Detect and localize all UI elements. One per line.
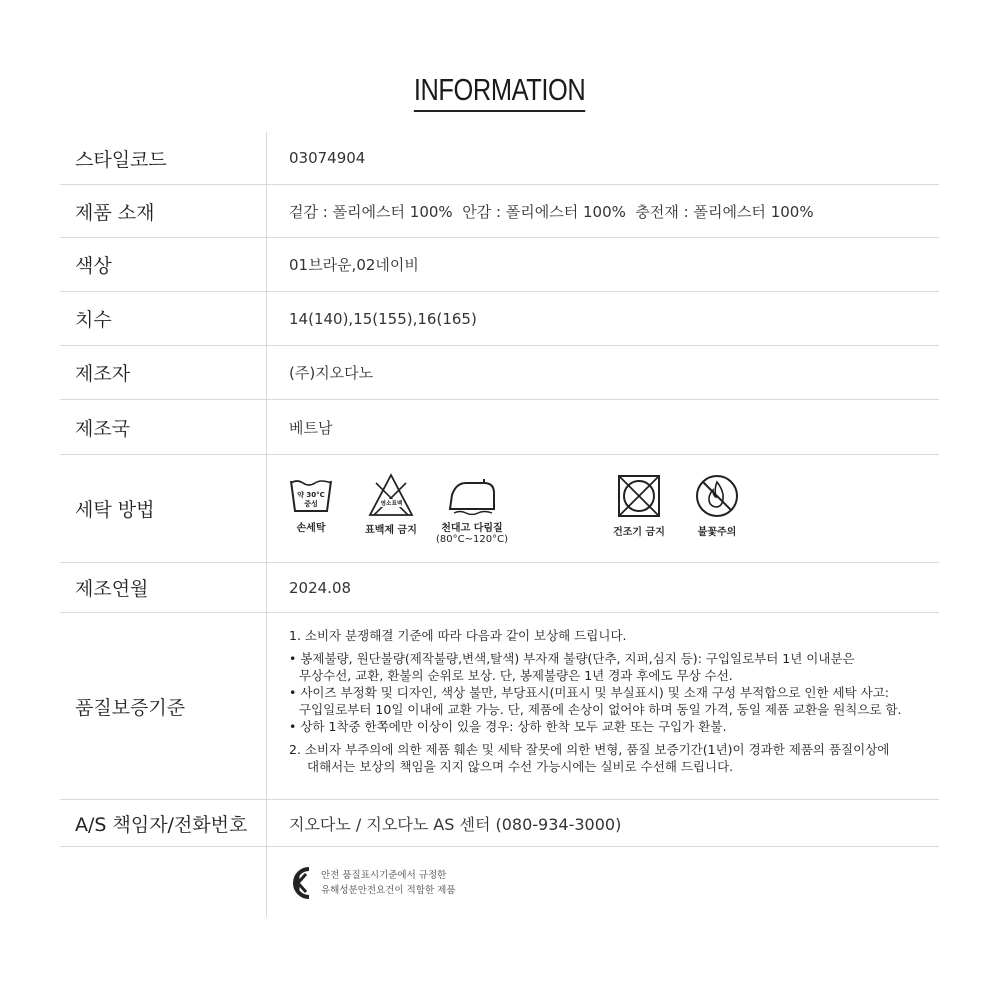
row-label: 품질보증기준	[60, 613, 267, 799]
quality-line: • 상하 1착중 한쪽에만 이상이 있을 경우: 상하 한착 모두 교환 또는 구입가 환불.	[289, 719, 727, 734]
fire-caution-symbol	[685, 473, 749, 538]
iron-symbol	[427, 475, 517, 545]
row-label: A/S 책임자/전화번호	[60, 800, 267, 846]
row-washing	[60, 455, 939, 563]
row-date	[60, 563, 939, 613]
row-label: 색상	[60, 238, 267, 291]
row-value: 겉감 : 폴리에스터 100% 안감 : 폴리에스터 100% 충전재 : 폴리에스터 100%	[289, 202, 814, 221]
row-value: (주)지오다노	[289, 364, 374, 382]
kc-text-line1: 안전 품질표시기준에서 규정한	[321, 870, 447, 881]
washing-symbols	[267, 455, 939, 562]
hand-wash-detergent: 중성	[304, 500, 318, 508]
row-style-code	[60, 132, 939, 185]
row-label: 스타일코드	[60, 132, 267, 184]
hand-wash-symbol	[287, 475, 335, 534]
info-table	[60, 132, 939, 917]
row-value: 베트남	[289, 418, 333, 437]
row-as	[60, 800, 939, 847]
row-label: 세탁 방법	[60, 455, 267, 562]
quality-line: 대해서는 보상의 책임을 지지 않으며 수선 가능시에는 실비로 수선해 드립니다.	[307, 759, 734, 774]
quality-text	[267, 613, 939, 799]
row-quality	[60, 613, 939, 800]
row-value: 2024.08	[289, 578, 352, 597]
row-value: 14(140),15(155),16(165)	[289, 309, 477, 328]
row-country	[60, 400, 939, 455]
hand-wash-icon	[289, 475, 333, 515]
symbol-caption: 천대고 다림질	[441, 523, 503, 534]
no-bleach-symbol	[362, 473, 420, 536]
row-kc	[60, 847, 939, 917]
no-bleach-word1: 염소	[380, 501, 392, 507]
hand-wash-temp: 약 30°C	[297, 491, 325, 499]
page-title-wrap	[0, 72, 1000, 112]
symbol-caption: 손세탁	[296, 523, 326, 534]
row-value: 03074904	[289, 149, 366, 167]
row-label: 제품 소재	[60, 185, 267, 237]
quality-line: • 사이즈 부정확 및 디자인, 색상 불만, 부당표시(미표시 및 부실표시) 및 소재 구성 부적합으로 인한 세탁 사고:	[289, 685, 890, 700]
row-value: 01브라운,02네이비	[289, 256, 419, 274]
quality-line: • 봉제불량, 원단불량(제작불량,변색,탈색) 부자재 불량(단추, 지퍼,심지 등): 구입일로부터 1년 이내분은	[289, 651, 855, 666]
row-size	[60, 292, 939, 346]
iron-icon	[446, 475, 498, 515]
row-label-empty	[60, 847, 267, 917]
quality-line: 2. 소비자 부주의에 의한 제품 훼손 및 세탁 잘못에 의한 변형, 품질 보증기간(1년)이 경과한 제품의 품질이상에	[289, 742, 890, 757]
row-label: 치수	[60, 292, 267, 345]
symbol-caption: 표백제 금지	[365, 525, 417, 536]
row-label: 제조자	[60, 346, 267, 399]
page-title: INFORMATION	[414, 72, 586, 112]
row-material	[60, 185, 939, 238]
no-bleach-word2: 표백	[391, 501, 403, 507]
symbol-caption-sub: (80°C~120°C)	[436, 534, 508, 545]
quality-line: 구입일로부터 10일 이내에 교환 가능. 단, 제품에 손상이 없어야 하며 동일 가격, 동일 제품 교환을 원칙으로 함.	[299, 702, 902, 717]
quality-line: 무상수선, 교환, 환불의 순위로 보상. 단, 봉제불량은 1년 경과 후에도 무상 수선.	[299, 668, 733, 683]
fire-caution-icon	[694, 473, 740, 519]
kc-mark-icon	[289, 865, 315, 901]
kc-mark-area	[267, 847, 939, 917]
symbol-caption: 불꽃주의	[697, 527, 737, 538]
kc-text-line2: 유해성분안전요건이 적합한 제품	[321, 885, 456, 896]
quality-line: 1. 소비자 분쟁해결 기준에 따라 다음과 같이 보상해 드립니다.	[289, 628, 627, 643]
row-maker	[60, 346, 939, 400]
row-label: 제조국	[60, 400, 267, 454]
row-value: 지오다노 / 지오다노 AS 센터 (080-934-3000)	[289, 814, 622, 834]
no-tumble-dry-symbol	[607, 473, 671, 538]
row-color	[60, 238, 939, 292]
no-bleach-icon	[368, 473, 414, 517]
no-tumble-dry-icon	[616, 473, 662, 519]
symbol-caption: 건조기 금지	[613, 527, 665, 538]
row-label: 제조연월	[60, 563, 267, 612]
